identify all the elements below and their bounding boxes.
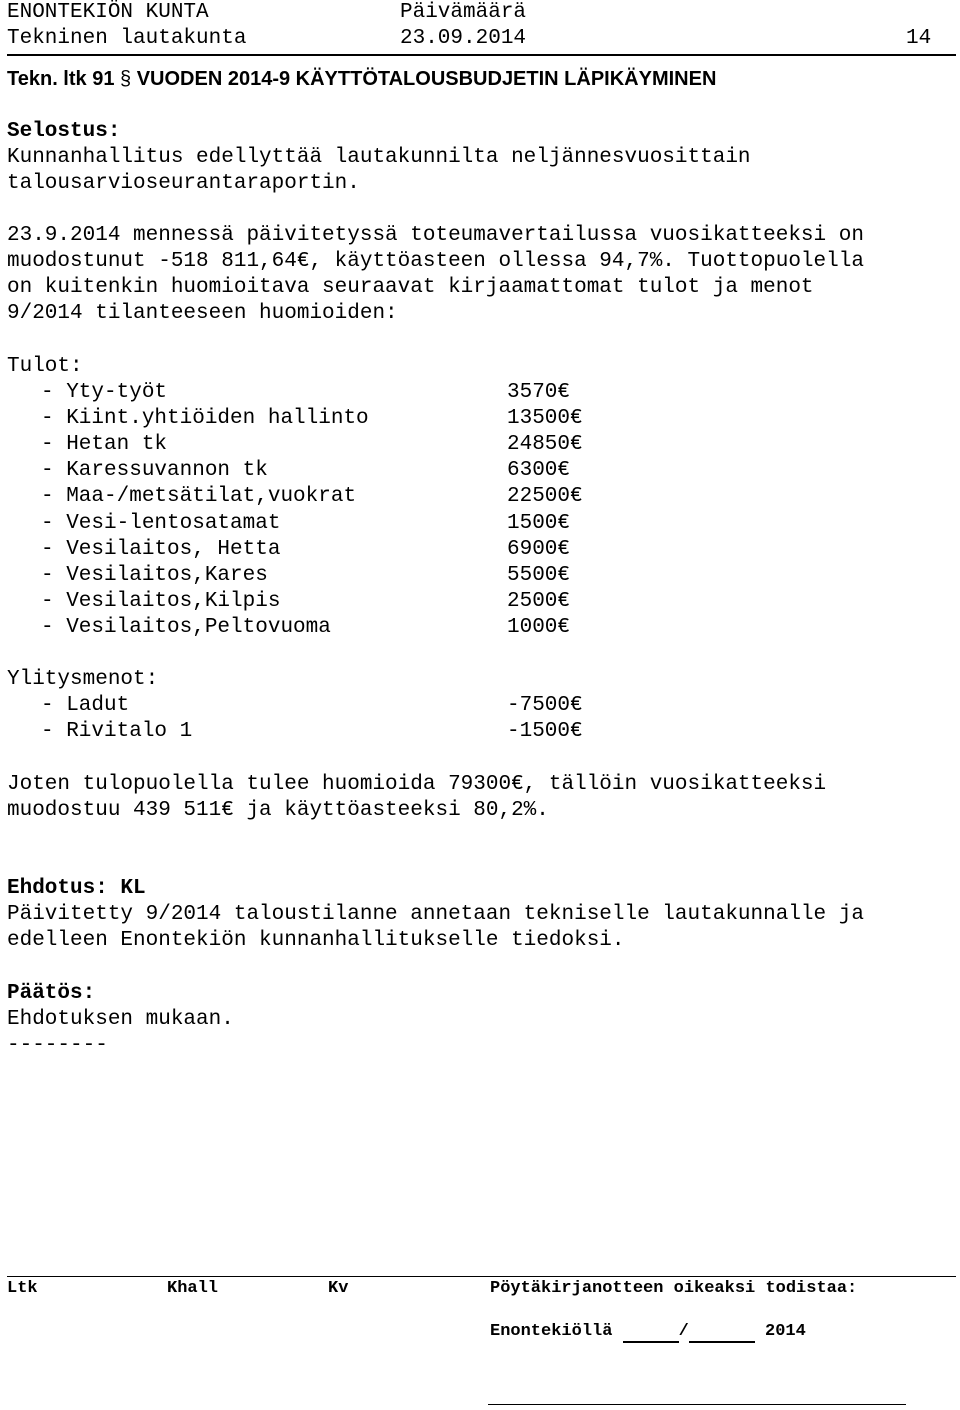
list-item-label: - Vesilaitos, Hetta [41, 537, 281, 561]
list-item-amount: 1000€ [507, 615, 571, 639]
summary-line1: Joten tulopuolella tulee huomioida 79300€, tällöin vuosikatteeksi [7, 773, 827, 796]
list-item-label: - Vesilaitos,Kilpis [41, 589, 281, 613]
footer-khall: Khall [167, 1279, 219, 1298]
list-item-amount: 22500€ [507, 485, 583, 509]
para2-line4: 9/2014 tilanteeseen huomioiden: [7, 302, 398, 325]
title-text: VUODEN 2014-9 KÄYTTÖTALOUSBUDJETIN LÄPIKÄYMINEN [136, 68, 717, 90]
ehdotus-line2: edelleen Enontekiön kunnanhallitukselle tiedoksi. [7, 929, 625, 952]
para2-line3: on kuitenkin huomioitava seuraavat kirjaamattomat tulot ja menot [7, 276, 814, 299]
selostus-heading: Selostus: [7, 120, 121, 143]
signature-line [488, 1404, 906, 1405]
para2-line2: muodostunut -518 811,64€, käyttöasteen ollessa 94,7%. Tuottopuolella [7, 250, 864, 273]
list-item-label: - Vesilaitos,Peltovuoma [41, 615, 331, 639]
list-item-amount: 6300€ [507, 459, 571, 483]
paatos-dashes: -------- [7, 1034, 108, 1057]
footer-slash: / [678, 1322, 689, 1341]
ylitysmenot-heading: Ylitysmenot: [7, 668, 159, 691]
page-number: 14 [906, 27, 932, 50]
list-item-amount: 2500€ [507, 589, 571, 613]
list-item-amount: 13500€ [507, 407, 583, 431]
tulot-heading: Tulot: [7, 355, 83, 378]
org-name: ENONTEKIÖN KUNTA [7, 1, 209, 24]
list-item-label: - Maa-/metsätilat,vuokrat [41, 485, 357, 509]
list-item-amount: 24850€ [507, 433, 583, 457]
date-label: Päivämäärä [400, 1, 527, 24]
summary-line2: muodostuu 439 511€ ja käyttöasteeksi 80,2%. [7, 799, 549, 822]
footer-place-date [490, 1321, 806, 1343]
selostus-line1: Kunnanhallitus edellyttää lautakunnilta neljännesvuosittain [7, 146, 751, 169]
list-item-label: - Yty-työt [41, 381, 168, 404]
list-item-label: - Hetan tk [41, 433, 168, 457]
footer-place: Enontekiöllä [490, 1322, 613, 1341]
section-sign: § [120, 68, 132, 90]
footer-certify: Pöytäkirjanotteen oikeaksi todistaa: [490, 1279, 858, 1298]
selostus-line2: talousarvioseurantaraportin. [7, 172, 360, 195]
ehdotus-line1: Päivitetty 9/2014 taloustilanne annetaan tekniselle lautakunnalle ja [7, 903, 864, 926]
footer-ltk: Ltk [7, 1279, 38, 1298]
month-blank [689, 1324, 755, 1343]
list-item-label: - Kiint.yhtiöiden hallinto [41, 407, 369, 431]
list-item-amount: 6900€ [507, 537, 571, 561]
day-blank [623, 1324, 679, 1343]
footer-rule [7, 1276, 956, 1277]
footer-year: 2014 [765, 1322, 806, 1341]
list-item-amount: 1500€ [507, 511, 571, 535]
para2-line1: 23.9.2014 mennessä päivitetyssä toteumavertailussa vuosikatteeksi on [7, 224, 864, 247]
list-item-amount: 3570€ [507, 381, 571, 404]
footer-kv: Kv [328, 1279, 349, 1298]
list-item-label: - Vesi-lentosatamat [41, 511, 281, 535]
list-item-label: - Karessuvannon tk [41, 459, 268, 483]
list-item-amount: 5500€ [507, 563, 571, 587]
paatos-heading: Päätös: [7, 982, 96, 1005]
list-item-amount: -1500€ [507, 720, 583, 743]
title-prefix: Tekn. ltk 91 [7, 68, 115, 90]
list-item-label: - Rivitalo 1 [41, 720, 193, 743]
list-item-label: - Ladut [41, 694, 130, 717]
list-item-amount: -7500€ [507, 694, 583, 717]
header-rule [7, 54, 956, 56]
paatos-text: Ehdotuksen mukaan. [7, 1008, 234, 1031]
board-name: Tekninen lautakunta [7, 27, 247, 50]
page-title [7, 66, 716, 92]
ehdotus-heading: Ehdotus: KL [7, 877, 146, 900]
list-item-label: - Vesilaitos,Kares [41, 563, 268, 587]
meeting-date: 23.09.2014 [400, 27, 527, 50]
